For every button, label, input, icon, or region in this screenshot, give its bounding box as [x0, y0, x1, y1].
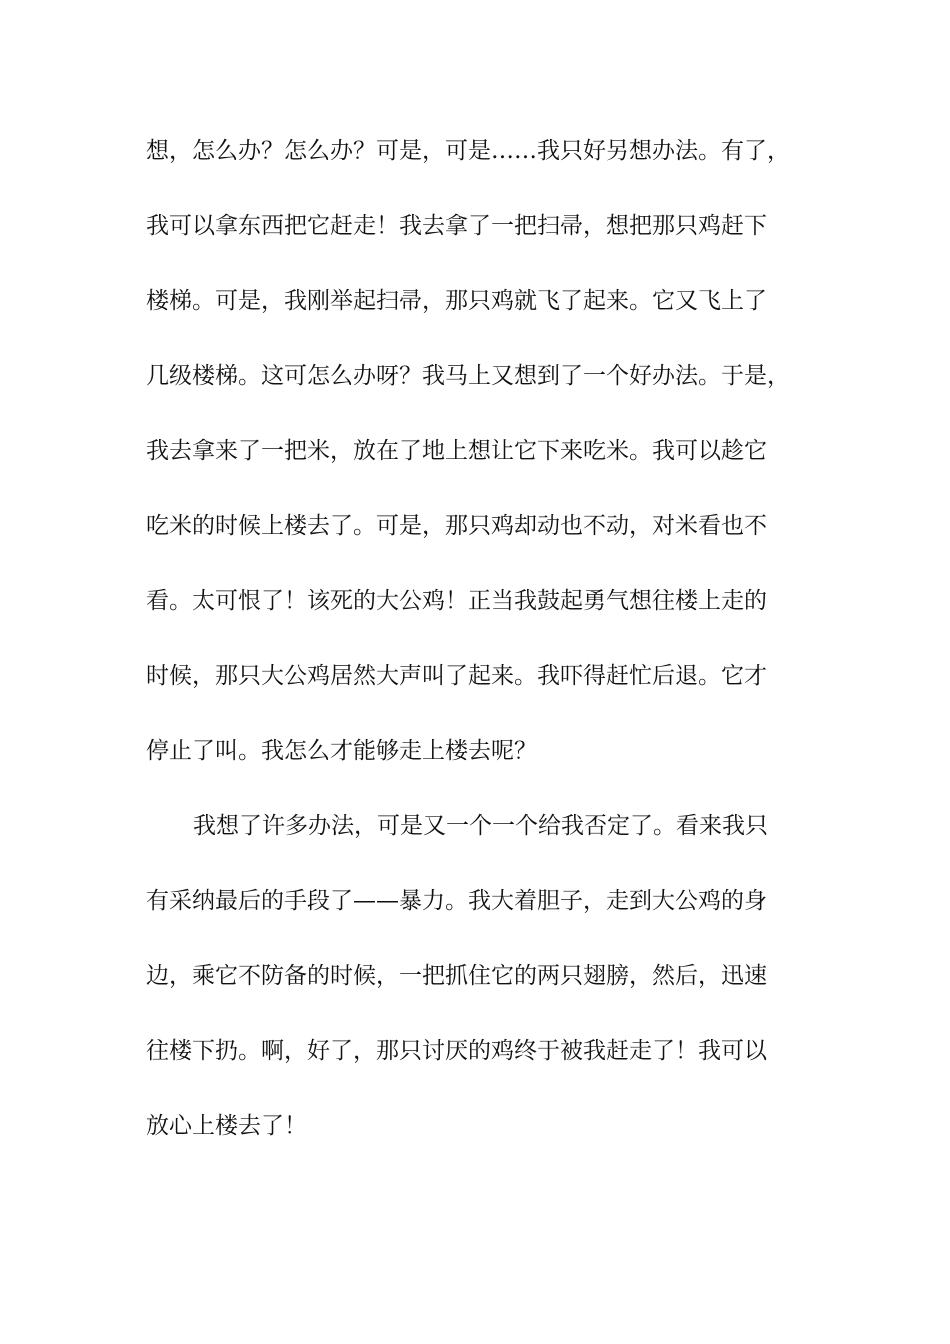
text-line: 边，乘它不防备的时候，一把抓住它的两只翅膀，然后，迅速 [146, 963, 767, 989]
text-line: 我去拿来了一把米，放在了地上想让它下来吃米。我可以趁它 [146, 438, 767, 464]
text-line: 时候，那只大公鸡居然大声叫了起来。我吓得赶忙后退。它才 [146, 663, 767, 689]
text-line: 停止了叫。我怎么才能够走上楼去呢？ [146, 738, 537, 764]
text-line: 往楼下扔。啊，好了，那只讨厌的鸡终于被我赶走了！我可以 [146, 1038, 767, 1064]
text-line: 吃米的时候上楼去了。可是，那只鸡却动也不动，对米看也不 [146, 513, 767, 539]
text-line: 想，怎么办？怎么办？可是，可是……我只好另想办法。有了， [146, 138, 790, 164]
text-line: 我可以拿东西把它赶走！我去拿了一把扫帚，想把那只鸡赶下 [146, 213, 767, 239]
text-line: 楼梯。可是，我刚举起扫帚，那只鸡就飞了起来。它又飞上了 [146, 288, 767, 314]
text-line: 看。太可恨了！该死的大公鸡！正当我鼓起勇气想往楼上走的 [146, 588, 767, 614]
text-line: 有采纳最后的手段了——暴力。我大着胆子，走到大公鸡的身 [146, 888, 767, 914]
text-line: 放心上楼去了！ [146, 1113, 307, 1139]
text-line: 几级楼梯。这可怎么办呀？我马上又想到了一个好办法。于是， [146, 363, 790, 389]
text-line: 我想了许多办法，可是又一个一个给我否定了。看来我只 [193, 813, 768, 839]
